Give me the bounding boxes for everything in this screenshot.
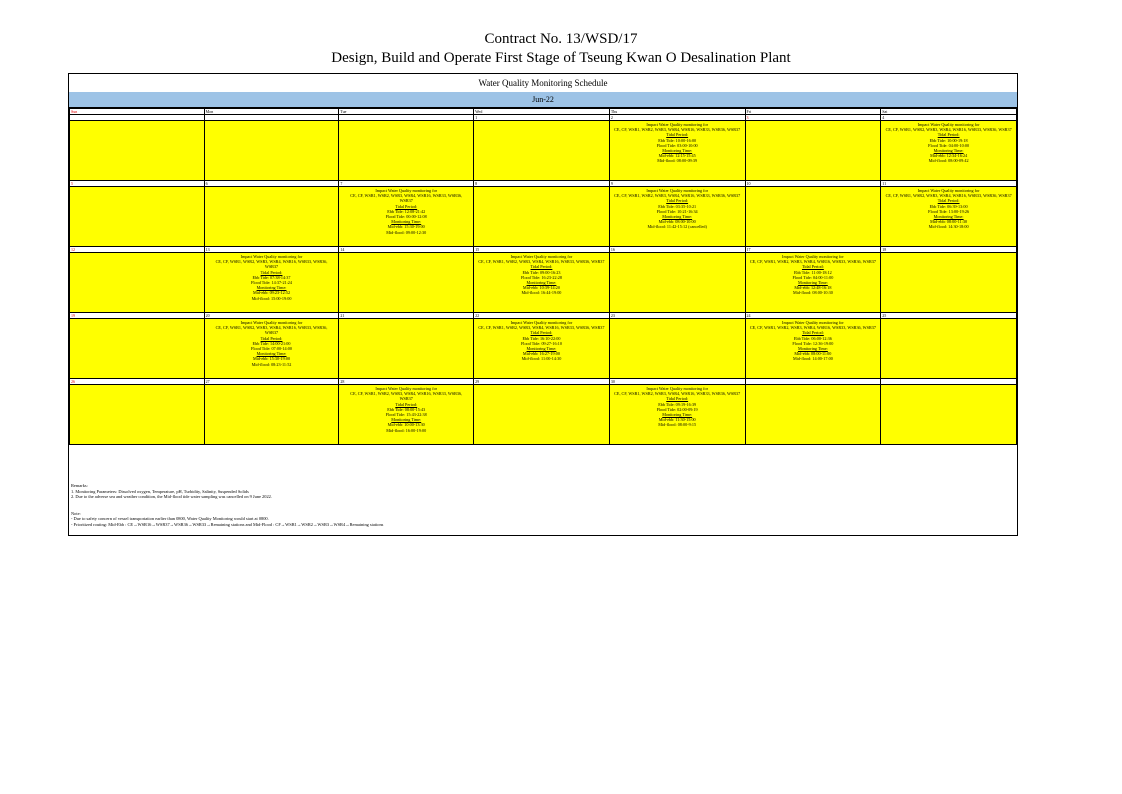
entry-mon-label: Monitoring Time:: [662, 148, 693, 154]
entry-mid-ebb: Mid-ebb: 15:30-19:00: [387, 224, 425, 230]
entry-ebb: Ebb Tide: 09:00-16:23: [522, 269, 561, 275]
day-cell: [474, 319, 610, 379]
day-cell: [70, 385, 205, 445]
date-cell: 8: [474, 181, 610, 187]
day-cell: [881, 319, 1017, 379]
entry-mid-ebb: Mid-ebb: 10:39-14:20: [522, 285, 560, 291]
entry-mon-label: Monitoring Time:: [391, 417, 422, 423]
date-cell: 3: [745, 115, 881, 121]
entry-heading: Impact Water Quality monitoring for: [782, 254, 844, 259]
date-cell: 14: [339, 247, 474, 253]
entry-mon-label: Monitoring Time:: [662, 214, 693, 220]
date-cell: 28: [339, 379, 474, 385]
entry-mid-ebb: Mid-ebb: 12:34-16:24: [930, 153, 968, 159]
date-cell: 10: [745, 181, 881, 187]
remark-line: 1. Monitoring Parameters: Dissolved oxygen, Temperature, pH, Turbidity, Salinity, Suspended Solids: [71, 488, 249, 494]
entry-mid-ebb: Mid-ebb: 08:00-11:00: [794, 351, 832, 357]
day-cell: [609, 319, 745, 379]
entry-mid-flood: Mid-flood: 08:00-9:15: [658, 422, 697, 428]
entry-mon-label: Monitoring Time:: [933, 214, 964, 220]
date-cell: 4: [881, 115, 1017, 121]
entry-ebb: Ebb Tide: 16:10-22:00: [522, 335, 561, 341]
entry-heading: Impact Water Quality monitoring for: [646, 122, 709, 127]
date-cell: 1: [474, 115, 610, 121]
date-cell: 27: [204, 379, 339, 385]
monitoring-entry: [881, 121, 1016, 164]
monitoring-entry: [610, 121, 745, 164]
day-cell: [881, 187, 1017, 247]
day-cell: [339, 319, 474, 379]
entry-stations: CE, CF, WSR1, WSR2, WSR3, WSR4, WSR16, WSR33, WSR36, WSR37: [614, 391, 741, 397]
monitoring-entry: [881, 187, 1016, 230]
entry-ebb: Ebb Tide: 06:39-13:00: [929, 203, 968, 209]
schedule-frame: [68, 73, 1018, 536]
entry-flood: Flood Tide: 04:00-11:00: [792, 274, 834, 280]
entry-mid-flood: Mid-flood: 16:00-19:00: [386, 427, 427, 433]
date-cell: 25: [881, 313, 1017, 319]
entry-mid-flood: Mid-flood: 15:00-19:00: [251, 295, 292, 301]
date-cell: 22: [474, 313, 610, 319]
entry-stations: CE, CF, WSR1, WSR2, WSR3, WSR4, WSR16, WSR33, WSR36, WSR37: [614, 127, 741, 133]
entry-flood: Flood Tide: 00:00-12:08: [385, 214, 427, 220]
note-label: Note:: [71, 510, 81, 516]
entry-heading: Impact Water Quality monitoring for: [646, 188, 709, 193]
calendar-table: [69, 108, 1017, 445]
project-title: Design, Build and Operate First Stage of Tseung Kwan O Desalination Plant: [331, 50, 791, 66]
schedule-row: [70, 385, 1017, 445]
entry-mid-ebb: Mid-ebb: 15:30-19:00: [252, 356, 291, 362]
day-cell: [204, 253, 339, 313]
day-cell: [204, 187, 339, 247]
day-cell: [609, 253, 745, 313]
entry-tidal-label: Tidal Period:: [801, 264, 824, 270]
entry-mon-label: Monitoring Time:: [933, 148, 964, 154]
weekday-sat: Sat: [881, 109, 1017, 115]
entry-ebb: Ebb Tide: 10:00-19:18: [929, 137, 968, 143]
date-cell: 6: [204, 181, 339, 187]
entry-mid-flood: Mid-flood: 08:23-11:52: [251, 361, 292, 367]
day-cell: [609, 385, 745, 445]
entry-heading: Impact Water Quality monitoring for: [240, 254, 303, 259]
day-cell: [609, 121, 745, 181]
day-cell: [70, 187, 205, 247]
entry-ebb: Ebb Tide: 10:00-16:00: [658, 137, 697, 143]
entry-mid-ebb: Mid-ebb: 11:30-15:00: [658, 417, 696, 423]
entry-heading: Impact Water Quality monitoring for: [510, 320, 573, 325]
date-cell: 23: [609, 313, 745, 319]
entry-stations: CE, CF, WSR1, WSR2, WSR3, WSR4, WSR16, WSR33, WSR36, WSR37: [350, 391, 463, 402]
entry-mid-flood: Mid-flood: 08:00-10:30: [792, 290, 833, 296]
entry-heading: Impact Water Quality monitoring for: [375, 386, 438, 391]
entry-mon-label: Monitoring Time:: [526, 280, 557, 286]
entry-flood: Flood Tide: 12:36-19:00: [792, 340, 834, 346]
entry-mon-label: Monitoring Time:: [797, 280, 828, 286]
entry-mid-flood: Mid-flood: 09:00-12:30: [386, 229, 427, 235]
date-cell: 18: [881, 247, 1017, 253]
entry-heading: Impact Water Quality monitoring for: [646, 386, 709, 391]
monitoring-entry: [205, 319, 339, 367]
entry-mid-flood: Mid-flood: 14:00-17:00: [792, 356, 833, 362]
entry-flood: Flood Tide: 14:37-21:24: [251, 280, 292, 286]
entry-tidal-label: Tidal Period:: [260, 335, 283, 341]
day-cell: [204, 319, 339, 379]
entry-mid-flood: Mid-flood: 11:42-15:12 (cancelled): [647, 224, 707, 230]
entry-flood: Flood Tide: 07:00-14:00: [251, 346, 292, 352]
entry-flood: Flood Tide: 04:00-10:00: [928, 142, 970, 148]
entry-ebb: Ebb Tide: 08:00-15:43: [387, 406, 426, 412]
day-cell: [881, 253, 1017, 313]
date-cell: 19: [70, 313, 205, 319]
date-cell: 7: [339, 181, 474, 187]
note-line: - Prioritized routing: Mid-Ebb : CE→WSR16→WSR37→WSR36→WSR33→Remaining stations and Mid-Flood : CF→WSR1→WSR2→WSR3→WSR4→Remaining stations: [71, 521, 384, 527]
entry-stations: CE, CF, WSR1, WSR2, WSR3, WSR4, WSR16, WSR33, WSR36, WSR37: [478, 325, 605, 331]
date-cell: 9: [609, 181, 745, 187]
day-cell: [474, 121, 610, 181]
entry-mid-flood: Mid-flood: 14:30-18:00: [928, 224, 969, 230]
entry-tidal-label: Tidal Period:: [801, 330, 824, 336]
weekday-sun: Sun: [70, 109, 205, 115]
day-cell: [474, 385, 610, 445]
date-cell: 16: [609, 247, 745, 253]
entry-stations: CE, CF, WSR1, WSR2, WSR3, WSR4, WSR16, WSR33, WSR36, WSR37: [885, 127, 1012, 133]
date-cell: 5: [70, 181, 205, 187]
entry-ebb: Ebb Tide: 11:00-18:12: [794, 269, 832, 275]
weekday-mon: Mon: [204, 109, 339, 115]
date-cell: 17: [745, 247, 881, 253]
weekday-tue: Tue: [339, 109, 474, 115]
entry-mon-label: Monitoring Time:: [526, 346, 557, 352]
entry-mon-label: Monitoring Time:: [256, 285, 287, 291]
entry-ebb: Ebb Tide: 12:08-21:42: [387, 208, 426, 214]
weekday-wed: Wed: [474, 109, 610, 115]
weekday-fri: Fri: [745, 109, 881, 115]
day-cell: [881, 121, 1017, 181]
entry-flood: Flood Tide: 10:21-16:34: [656, 208, 698, 214]
entry-tidal-label: Tidal Period:: [395, 203, 418, 209]
monitoring-entry: [205, 253, 339, 301]
entry-flood: Flood Tide: 13:00-19:26: [928, 208, 970, 214]
day-cell: [70, 319, 205, 379]
entry-flood: Flood Tide: 15:43-22:38: [385, 412, 427, 418]
schedule-row: [70, 319, 1017, 379]
date-cell: 24: [745, 313, 881, 319]
entry-mon-label: Monitoring Time:: [391, 219, 422, 225]
day-cell: [339, 253, 474, 313]
entry-mid-ebb: Mid-ebb: 12:15-15:45: [658, 153, 696, 159]
monitoring-entry: [610, 187, 745, 230]
entry-heading: Impact Water Quality monitoring for: [917, 122, 980, 127]
day-cell: [745, 187, 881, 247]
day-cell: [204, 121, 339, 181]
entry-stations: CE, CF, WSR1, WSR2, WSR3, WSR4, WSR16, WSR33, WSR36, WSR37: [215, 325, 328, 336]
entry-heading: Impact Water Quality monitoring for: [782, 320, 844, 325]
entry-heading: Impact Water Quality monitoring for: [917, 188, 980, 193]
date-cell: 20: [204, 313, 339, 319]
entry-tidal-label: Tidal Period:: [937, 198, 960, 204]
monitoring-entry: [610, 385, 745, 428]
entry-tidal-label: Tidal Period:: [937, 132, 960, 138]
monitoring-entry: [746, 319, 881, 362]
entry-flood: Flood Tide: 03:00-10:00: [656, 142, 698, 148]
weekday-thu: Thu: [609, 109, 745, 115]
date-cell: 29: [474, 379, 610, 385]
entry-mon-label: Monitoring Time:: [256, 351, 287, 357]
entry-stations: CE, CF, WSR1, WSR2, WSR3, WSR4, WSR16, WSR33, WSR36, WSR37: [215, 259, 328, 270]
day-cell: [745, 385, 881, 445]
entry-mid-flood: Mid-flood: 08:00-09:39: [657, 158, 698, 164]
entry-ebb: Ebb Tide: 14:00-21:00: [252, 340, 291, 346]
day-cell: [745, 319, 881, 379]
monitoring-entry: [746, 253, 881, 296]
day-cell: [474, 187, 610, 247]
entry-heading: Impact Water Quality monitoring for: [240, 320, 303, 325]
day-cell: [339, 121, 474, 181]
contract-number: Contract No. 13/WSD/17: [484, 31, 638, 47]
entry-ebb: Ebb Tide: 03:35-10:21: [658, 203, 697, 209]
date-cell: 21: [339, 313, 474, 319]
entry-ebb: Ebb Tide: 06:00-12:36: [793, 335, 832, 341]
entry-mid-ebb: Mid-ebb: 08:00-10:00: [658, 219, 696, 225]
entry-mid-ebb: Mid-ebb: 16:27-19:00: [522, 351, 560, 357]
entry-stations: CE, CF, WSR1, WSR2, WSR3, WSR4, WSR16, WSR33, WSR36, WSR37: [614, 193, 741, 199]
date-cell: 15: [474, 247, 610, 253]
entry-stations: CE, CF, WSR1, WSR2, WSR3, WSR4, WSR16, WSR33, WSR36, WSR37: [478, 259, 605, 265]
date-cell: 13: [204, 247, 339, 253]
date-cell: 11: [881, 181, 1017, 187]
day-cell: [881, 385, 1017, 445]
entry-mid-ebb: Mid-ebb: 10:00-13:30: [387, 422, 425, 428]
entry-flood: Flood Tide: 09:27-16:10: [520, 340, 562, 346]
entry-tidal-label: Tidal Period:: [666, 198, 689, 204]
day-cell: [474, 253, 610, 313]
entry-flood: Flood Tide: 16:23-22:28: [520, 274, 562, 280]
month-header: Jun-22: [69, 92, 1017, 108]
schedule-row: [70, 187, 1017, 247]
day-cell: [70, 121, 205, 181]
entry-mid-flood: Mid-flood: 08:00-09:42: [928, 158, 969, 164]
monitoring-entry: [474, 319, 609, 362]
date-cell: 30: [609, 379, 745, 385]
date-cell: 12: [70, 247, 205, 253]
schedule-row: [70, 253, 1017, 313]
day-cell: [70, 253, 205, 313]
entry-mid-ebb: Mid-ebb: 12:48-16:18: [794, 285, 832, 291]
day-cell: [745, 253, 881, 313]
entry-stations: CE, CF, WSR1, WSR2, WSR3, WSR4, WSR16, WSR33, WSR36, WSR37: [749, 325, 876, 331]
schedule-title: Water Quality Monitoring Schedule: [69, 74, 1017, 93]
entry-mid-ebb: Mid-ebb: 08:00-11:30: [930, 219, 968, 225]
date-cell: 26: [70, 379, 205, 385]
date-cell: 2: [609, 115, 745, 121]
entry-stations: CE, CF, WSR1, WSR2, WSR3, WSR4, WSR16, WSR33, WSR36, WSR37: [885, 193, 1012, 199]
day-cell: [609, 187, 745, 247]
entry-tidal-label: Tidal Period:: [530, 264, 553, 270]
monitoring-entry: [339, 187, 473, 235]
entry-tidal-label: Tidal Period:: [260, 269, 283, 275]
entry-mid-flood: Mid-flood: 11:00-14:30: [521, 356, 562, 362]
entry-tidal-label: Tidal Period:: [530, 330, 553, 336]
entry-stations: CE, CF, WSR1, WSR2, WSR3, WSR4, WSR16, WSR33, WSR36, WSR37: [350, 193, 463, 204]
entry-heading: Impact Water Quality monitoring for: [375, 188, 438, 193]
entry-tidal-label: Tidal Period:: [666, 396, 689, 402]
entry-ebb: Ebb Tide: 07:38-14:37: [252, 274, 291, 280]
entry-tidal-label: Tidal Period:: [666, 132, 689, 138]
entry-heading: Impact Water Quality monitoring for: [510, 254, 573, 259]
entry-mid-flood: Mid-flood: 16:44-19:00: [521, 290, 562, 296]
day-cell: [339, 187, 474, 247]
day-cell: [204, 385, 339, 445]
remarks-section: [69, 483, 1011, 528]
day-cell: [745, 121, 881, 181]
note-line: - Due to safety concern of vessel transportation earlier than 0800, Water Quality Monitoring would start at 0800.: [71, 516, 269, 522]
entry-flood: Flood Tide: 02:00-09:19: [656, 406, 698, 412]
entry-stations: CE, CF, WSR1, WSR2, WSR3, WSR4, WSR16, WSR33, WSR36, WSR37: [749, 259, 876, 265]
entry-mon-label: Monitoring Time:: [797, 346, 828, 352]
day-cell: [339, 385, 474, 445]
entry-ebb: Ebb Tide: 09:19-16:39: [658, 401, 697, 407]
schedule-row: [70, 121, 1017, 181]
entry-tidal-label: Tidal Period:: [395, 401, 418, 407]
monitoring-entry: [474, 253, 609, 296]
entry-mid-ebb: Mid-ebb: 09:23-12:52: [252, 290, 291, 296]
remark-line: 2. Due to the adverse sea and weather condition, the Mid-flood tide water sampling was cancelled on 9 June 2022.: [71, 494, 272, 500]
entry-mon-label: Monitoring Time:: [662, 412, 693, 418]
monitoring-entry: [339, 385, 473, 433]
remarks-label: Remarks:: [71, 483, 88, 488]
